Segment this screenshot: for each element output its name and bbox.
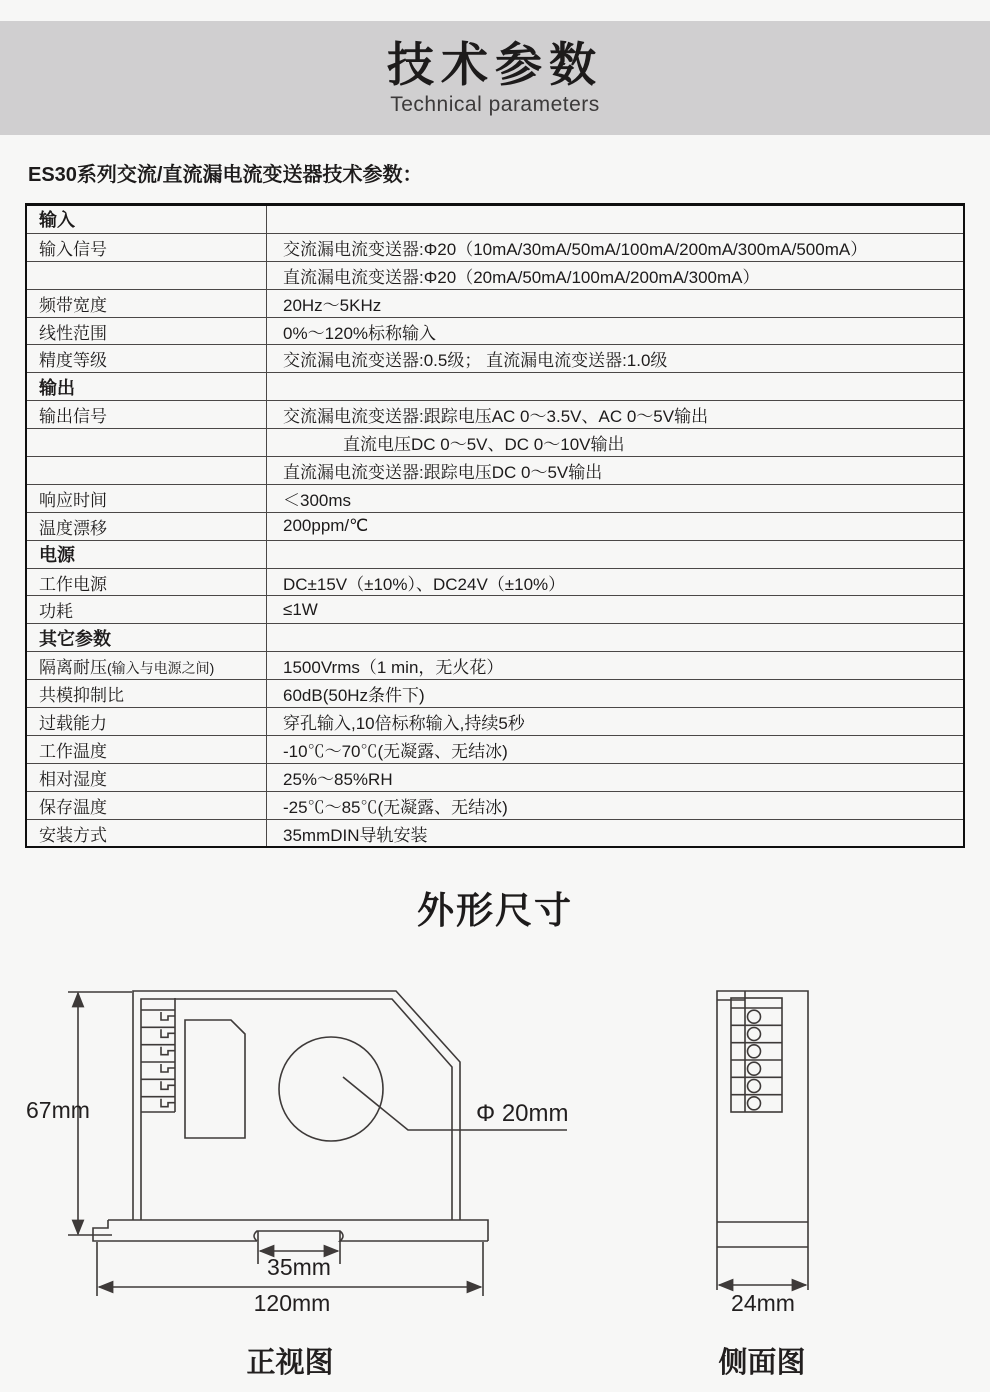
spec-label-cell (26, 512, 267, 540)
spec-value: ＜300ms (283, 490, 352, 510)
spec-value-cell (267, 624, 965, 652)
spec-label-cell (26, 596, 267, 624)
spec-section-row (26, 373, 964, 401)
spec-label-cell (26, 763, 267, 791)
spec-section-row (26, 624, 964, 652)
spec-label-cell (26, 233, 267, 261)
terminal-clamp (161, 1047, 175, 1055)
spec-row (26, 680, 964, 708)
spec-value: 0%～120%标称输入 (283, 323, 437, 343)
spec-row (26, 596, 964, 624)
spec-row (26, 261, 964, 289)
terminal-screw (748, 1062, 761, 1075)
spec-label-cell (26, 373, 267, 401)
dim-height-label: 67mm (26, 1097, 90, 1123)
spec-label: 隔离耐压 (39, 658, 107, 678)
spec-value-cell (267, 429, 965, 457)
terminal-screw (748, 1097, 761, 1110)
terminal-screw (748, 1080, 761, 1093)
front-view-drawing (20, 965, 580, 1385)
spec-label: 输入 (39, 210, 75, 231)
spec-row (26, 791, 964, 819)
spec-value-cell (267, 317, 965, 345)
spec-label-cell (26, 540, 267, 568)
title-band (0, 21, 990, 135)
spec-label-cell (26, 317, 267, 345)
spec-label-cell (26, 568, 267, 596)
spec-value: 直流漏电流变送器:Φ20（20mA/50mA/100mA/200mA/300mA） (283, 267, 760, 287)
spec-value-cell (267, 205, 965, 234)
spec-row (26, 735, 964, 763)
spec-value: 交流漏电流变送器:跟踪电压AC 0～3.5V、AC 0～5V输出 (283, 407, 709, 427)
side-terminal-dividers (731, 1008, 782, 1095)
spec-label: 工作温度 (39, 741, 107, 761)
spec-table (25, 203, 965, 848)
spec-label: 线性范围 (39, 323, 107, 343)
spec-label-cell (26, 289, 267, 317)
series-intro-text: ES30系列交流/直流漏电流变送器技术参数： (28, 164, 423, 186)
spec-value: -10℃～70℃(无凝露、无结冰) (283, 741, 508, 761)
spec-value: 穿孔输入,10倍标称输入,持续5秒 (283, 713, 525, 733)
terminal-dividers (141, 1010, 175, 1112)
dim-depth-label: 24mm (731, 1290, 795, 1316)
spec-value-cell (267, 763, 965, 791)
spec-label-cell (26, 457, 267, 485)
spec-value-cell (267, 512, 965, 540)
side-view-drawing (660, 965, 910, 1385)
spec-value: 25%～85%RH (283, 769, 393, 789)
front-view-caption: 正视图 (246, 1347, 334, 1379)
spec-value: ≤1W (283, 599, 318, 619)
spec-value-cell (267, 708, 965, 736)
base-slot (254, 1231, 488, 1241)
spec-label: 温度漂移 (39, 518, 107, 538)
spec-row (26, 568, 964, 596)
spec-value-cell (267, 596, 965, 624)
spec-label-cell (26, 484, 267, 512)
spec-label: 安装方式 (39, 825, 107, 845)
spec-label: 共模抑制比 (39, 686, 124, 706)
spec-row (26, 345, 964, 373)
body-outline-inner (141, 999, 452, 1220)
terminal-clamp (161, 1099, 175, 1107)
spec-row (26, 401, 964, 429)
through-hole (279, 1037, 383, 1141)
spec-label: 输出 (39, 377, 75, 398)
spec-value-cell (267, 233, 965, 261)
spec-value-cell (267, 652, 965, 680)
spec-label-cell (26, 735, 267, 763)
spec-label-cell (26, 345, 267, 373)
spec-row (26, 652, 964, 680)
terminal-clamp (161, 1012, 175, 1020)
spec-label: 输入信号 (39, 239, 107, 259)
spec-value: 直流电压DC 0～5V、DC 0～10V输出 (343, 435, 625, 455)
spec-label-cell (26, 652, 267, 680)
side-base-lines (717, 1222, 808, 1247)
spec-value-cell (267, 484, 965, 512)
spec-label-cell (26, 624, 267, 652)
spec-value-cell (267, 791, 965, 819)
hole-diameter-label: Φ 20mm (476, 1100, 569, 1127)
spec-value-cell (267, 680, 965, 708)
spec-section-row (26, 540, 964, 568)
terminal-clamp (161, 1064, 175, 1072)
spec-label: 响应时间 (39, 490, 107, 510)
spec-label: 精度等级 (39, 351, 107, 371)
spec-value: 35mmDIN导轨安装 (283, 825, 428, 845)
spec-label-cell (26, 205, 267, 234)
spec-label: 其它参数 (39, 628, 111, 649)
spec-value: 60dB(50Hz条件下) (283, 686, 425, 706)
spec-label: 保存温度 (39, 797, 107, 817)
spec-row (26, 708, 964, 736)
spec-value: 直流漏电流变送器:跟踪电压DC 0～5V输出 (283, 462, 603, 482)
spec-label-cell (26, 708, 267, 736)
spec-value: 20Hz～5KHz (283, 295, 382, 315)
spec-value-cell (267, 401, 965, 429)
spec-label: 输出信号 (39, 407, 107, 427)
terminal-clamp (161, 1081, 175, 1089)
terminal-clamp (161, 1029, 175, 1037)
spec-row (26, 457, 964, 485)
spec-row (26, 429, 964, 457)
dim-slot-label: 35mm (267, 1254, 331, 1280)
spec-label-cell (26, 791, 267, 819)
terminal-screw (748, 1028, 761, 1041)
spec-row (26, 484, 964, 512)
spec-row (26, 289, 964, 317)
spec-label: 相对湿度 (39, 769, 107, 789)
terminal-screw (748, 1045, 761, 1058)
spec-value-cell (267, 345, 965, 373)
label-plate (185, 1020, 245, 1138)
spec-label: 电源 (39, 545, 75, 566)
spec-value: 200ppm/℃ (283, 516, 369, 536)
spec-row (26, 317, 964, 345)
spec-label: 频带宽度 (39, 295, 107, 315)
spec-label-cell (26, 819, 267, 847)
spec-value-cell (267, 819, 965, 847)
dim-width-label: 120mm (253, 1290, 331, 1316)
spec-value: DC±15V（±10%）、DC24V（±10%） (283, 574, 566, 594)
spec-value: -25℃～85℃(无凝露、无结冰) (283, 797, 508, 817)
spec-row (26, 233, 964, 261)
spec-value-cell (267, 373, 965, 401)
base-left-step (93, 1220, 257, 1241)
side-view-caption: 侧面图 (718, 1347, 806, 1379)
spec-value-cell (267, 457, 965, 485)
spec-label-cell (26, 401, 267, 429)
spec-value-cell (267, 261, 965, 289)
spec-value-cell (267, 289, 965, 317)
dimensions-title: 外形尺寸 (417, 890, 573, 931)
spec-label: 功耗 (39, 602, 73, 622)
page-subtitle: Technical parameters (390, 92, 600, 116)
spec-value: 交流漏电流变送器:0.5级； 直流漏电流变送器:1.0级 (283, 351, 668, 371)
page-title: 技术参数 (387, 38, 603, 92)
spec-value-cell (267, 735, 965, 763)
spec-section-row (26, 205, 964, 234)
spec-label-note: (输入与电源之间) (107, 660, 215, 677)
spec-value-cell (267, 568, 965, 596)
spec-label: 工作电源 (39, 574, 107, 594)
spec-value: 交流漏电流变送器:Φ20（10mA/30mA/50mA/100mA/200mA/300mA/500mA） (283, 239, 868, 259)
spec-value-cell (267, 540, 965, 568)
spec-row (26, 819, 964, 847)
spec-label-cell (26, 680, 267, 708)
spec-row (26, 512, 964, 540)
spec-label: 过载能力 (39, 713, 107, 733)
spec-label-cell (26, 429, 267, 457)
body-outline-outer (133, 991, 460, 1220)
spec-label-cell (26, 261, 267, 289)
spec-value: 1500Vrms（1 min，无火花） (283, 658, 504, 678)
spec-row (26, 763, 964, 791)
terminal-screw (748, 1010, 761, 1023)
